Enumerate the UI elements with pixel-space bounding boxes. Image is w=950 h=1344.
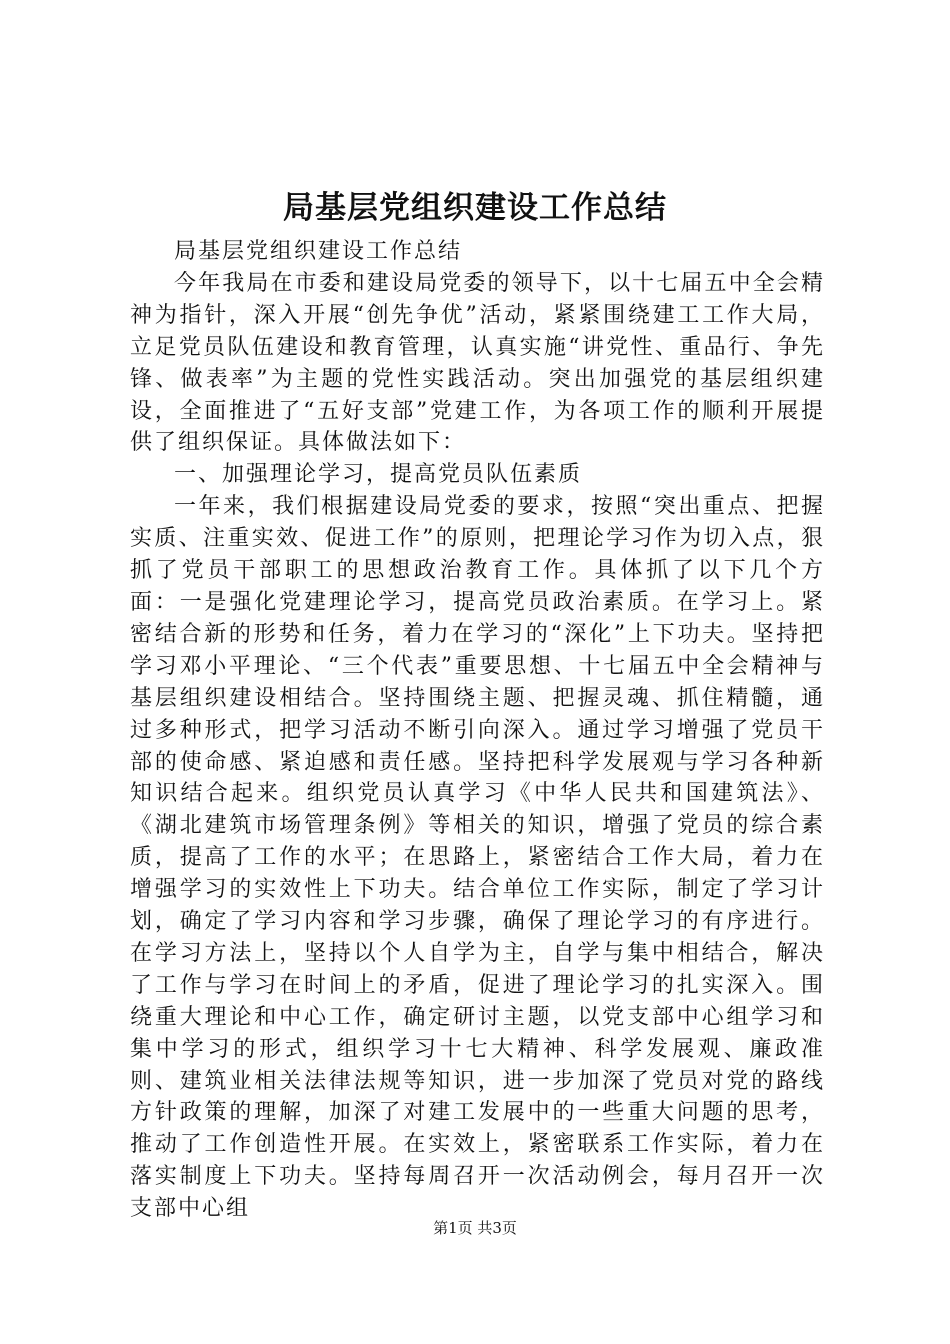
- section-heading-1: 一、加强理论学习，提高党员队伍素质: [174, 462, 583, 488]
- page-footer: 第1页 共3页: [433, 1219, 517, 1237]
- document-body: [130, 236, 825, 1225]
- paragraph-section-1: 一年来，我们根据建设局党委的要求，按照“突出重点、把握实质、注重实效、促进工作”的原则，把理论学习作为切入点，狠抓了党员干部职工的思想政治教育工作。具体抓了以下几个方面：一是强化党建理论学习，提高党员政治素质。在学习上。紧密结合新的形势和任务，着力在学习的“深化”上下功夫。坚持把学习邓小平理论、“三个代表”重要思想、十七届五中全会精神与基层组织建设相结合。坚持围绕主题、把握灵魂、抓住精髓，通过多种形式，把学习活动不断引向深入。通过学习增强了党员干部的使命感、紧迫感和责任感。坚持把科学发展观与学习各种新知识结合起来。组织党员认真学习《中华人民共和国建筑法》、《湖北建筑市场管理条例》等相关的知识，增强了党员的综合素质，提高了工作的水平；在思路上，紧密结合工作大局，着力在增强学习的实效性上下功夫。结合单位工作实际，制定了学习计划，确定了学习内容和学习步骤，确保了理论学习的有序进行。在学习方法上，坚持以个人自学为主，自学与集中相结合，解决了工作与学习在时间上的矛盾，促进了理论学习的扎实深入。围绕重大理论和中心工作，确定研讨主题，以党支部中心组学习和集中学习的形式，组织学习十七大精神、科学发展观、廉政准则、建筑业相关法律法规等知识，进一步加深了党员对党的路线方针政策的理解，加深了对建工发展中的一些重大问题的思考，推动了工作创造性开展。在实效上，紧密联系工作实际，着力在落实制度上下功夫。坚持每周召开一次活动例会，每月召开一次支部中心组: [130, 494, 825, 1222]
- paragraph-subtitle: 局基层党组织建设工作总结: [174, 239, 463, 264]
- document-title: 局基层党组织建设工作总结: [283, 190, 667, 226]
- paragraph-intro: 今年我局在市委和建设局党委的领导下，以十七届五中全会精神为指针，深入开展“创先争优”活动，紧紧围绕建工工作大局，立足党员队伍建设和教育管理，认真实施“讲党性、重品行、争先锋、做表率”为主题的党性实践活动。突出加强党的基层组织建设，全面推进了“五好支部”党建工作，为各项工作的顺利开展提供了组织保证。具体做法如下：: [130, 270, 825, 456]
